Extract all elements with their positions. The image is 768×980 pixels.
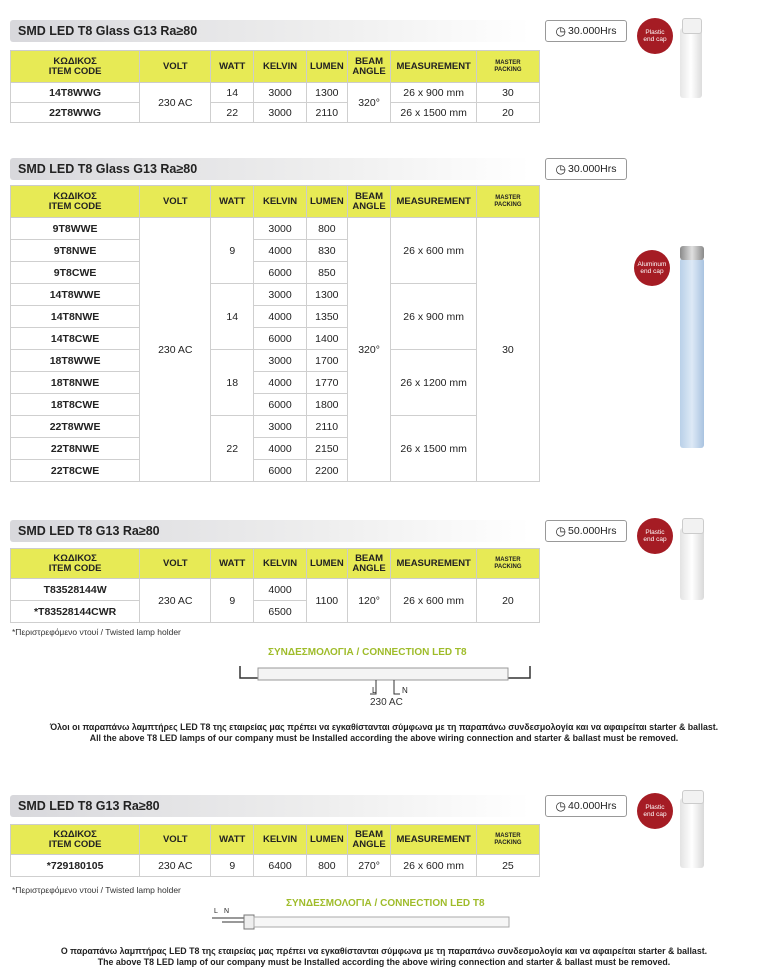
col-watt: WATT <box>211 186 254 218</box>
section3-table <box>10 548 540 623</box>
cap-label-line2: end cap <box>643 36 667 43</box>
col-packing: MASTER PACKING <box>476 825 539 855</box>
col-measurement: MEASUREMENT <box>391 51 476 83</box>
section4-tube-image <box>680 798 704 868</box>
volt-cell: 230 AC <box>140 83 211 123</box>
col-lumen: LUMEN <box>307 51 348 83</box>
table-row <box>11 855 540 877</box>
measure-cell: 26 x 600 mm <box>391 855 476 877</box>
kelvin-cell: 6500 <box>254 601 307 623</box>
section4-table <box>10 824 540 877</box>
col-beam: BEAM ANGLE <box>347 186 391 218</box>
section3-tube-image <box>680 528 704 600</box>
cap-label-line2: end cap <box>643 536 667 543</box>
col-measurement: MEASUREMENT <box>391 825 476 855</box>
beam-cell: 320° <box>347 218 391 482</box>
beam-cell: 270° <box>347 855 391 877</box>
col-volt: VOLT <box>140 549 211 579</box>
section1-title: SMD LED T8 Glass G13 Ra≥80 <box>18 24 198 38</box>
section3-end-cap-image <box>682 518 704 534</box>
watt-cell: 18 <box>211 350 254 416</box>
item-code: 14T8WWE <box>11 284 140 306</box>
pack-cell: 30 <box>476 218 539 482</box>
section2-cap-badge <box>634 250 670 286</box>
kelvin-cell: 6000 <box>254 262 307 284</box>
clock-icon: ◷ <box>555 799 567 813</box>
section4-hours: 40.000Hrs <box>568 800 617 812</box>
volt-cell: 230 AC <box>140 855 211 877</box>
header-row <box>11 186 540 218</box>
pack-cell: 20 <box>476 579 539 623</box>
header-row <box>11 51 540 83</box>
col-kelvin: KELVIN <box>254 549 307 579</box>
watt-cell: 9 <box>211 218 254 284</box>
item-code: 18T8NWE <box>11 372 140 394</box>
item-code: 22T8NWE <box>11 438 140 460</box>
pack-cell: 30 <box>476 83 539 103</box>
volt-cell: 230 AC <box>140 579 211 623</box>
col-code: ΚΩΔΙΚΟΣ ITEM CODE <box>11 549 140 579</box>
col-beam: BEAM ANGLE <box>347 51 391 83</box>
kelvin-cell: 6000 <box>254 460 307 482</box>
section4-title-bar <box>10 795 530 817</box>
item-code: *T83528144CWR <box>11 601 140 623</box>
kelvin-cell: 6400 <box>254 855 307 877</box>
tube-shape <box>254 917 509 927</box>
measure-cell: 26 x 600 mm <box>391 218 476 284</box>
cap-label-line2: end cap <box>640 268 664 275</box>
section3-caption <box>0 722 768 745</box>
section2-tube-image <box>680 258 704 448</box>
beam-cell: 320° <box>347 83 391 123</box>
cap-label-line1: Plastic <box>645 803 665 811</box>
col-code: ΚΩΔΙΚΟΣ ITEM CODE <box>11 825 140 855</box>
item-code: 9T8CWE <box>11 262 140 284</box>
kelvin-cell: 6000 <box>254 328 307 350</box>
col-measurement: MEASUREMENT <box>391 186 476 218</box>
col-packing: MASTER PACKING <box>476 549 539 579</box>
section4-note: *Περιστρεφόμενο ντουί / Twisted lamp holder <box>12 885 181 895</box>
measure-cell: 26 x 900 mm <box>391 284 476 350</box>
header-row <box>11 549 540 579</box>
item-code: 22T8WWE <box>11 416 140 438</box>
measure-cell: 26 x 900 mm <box>391 83 476 103</box>
connection-title: ΣΥΝΔΕΣΜΟΛΟΓΙΑ / CONNECTION LED T8 <box>268 647 467 658</box>
table-row <box>11 83 540 103</box>
section3-title: SMD LED T8 G13 Ra≥80 <box>18 524 160 538</box>
header-row <box>11 825 540 855</box>
watt-cell: 22 <box>211 103 254 123</box>
item-code: 14T8WWG <box>11 83 140 103</box>
item-code: T83528144W <box>11 579 140 601</box>
watt-cell: 14 <box>211 83 254 103</box>
section4-cap-badge <box>637 793 673 829</box>
kelvin-cell: 3000 <box>254 83 307 103</box>
lumen-cell: 800 <box>307 218 348 240</box>
caption-greek: Ο παραπάνω λαμπτήρας LED T8 της εταιρείας μας πρέπει να εγκαθίστανται σύμφωνα με τη παραπάνω συνδεσμολογία και να αφαιρείται starter & ballast. <box>60 946 708 956</box>
kelvin-cell: 4000 <box>254 372 307 394</box>
table-row <box>11 579 540 601</box>
cap-label-line2: end cap <box>643 811 667 818</box>
col-kelvin: KELVIN <box>254 51 307 83</box>
caption-english: All the above T8 LED lamps of our company must be Installed according the above wiring connection and starter & ballast must be removed. <box>89 733 679 744</box>
section1-tube-image <box>680 28 702 98</box>
section1-hours: 30.000Hrs <box>568 25 617 37</box>
item-code: 9T8NWE <box>11 240 140 262</box>
lumen-cell: 1770 <box>307 372 348 394</box>
label-l: L <box>372 686 377 695</box>
kelvin-cell: 3000 <box>254 103 307 123</box>
item-code: *729180105 <box>11 855 140 877</box>
section2-table <box>10 185 540 482</box>
col-watt: WATT <box>211 51 254 83</box>
tube-shape <box>258 668 508 680</box>
section3-cap-badge <box>637 518 673 554</box>
measure-cell: 26 x 1500 mm <box>391 103 476 123</box>
col-watt: WATT <box>211 825 254 855</box>
clock-icon: ◷ <box>555 162 567 176</box>
item-code: 14T8NWE <box>11 306 140 328</box>
item-code: 22T8WWG <box>11 103 140 123</box>
section2-title-bar <box>10 158 530 180</box>
table-row <box>11 218 540 240</box>
watt-cell: 14 <box>211 284 254 350</box>
col-lumen: LUMEN <box>307 825 348 855</box>
kelvin-cell: 3000 <box>254 284 307 306</box>
section4-hours-badge <box>545 795 627 817</box>
col-packing: MASTER PACKING <box>476 51 539 83</box>
lumen-cell: 2200 <box>307 460 348 482</box>
wires <box>212 918 244 922</box>
section3-hours-badge <box>545 520 627 542</box>
clock-icon: ◷ <box>555 24 567 38</box>
supply-label: 230 AC <box>370 697 403 708</box>
label-n: N <box>224 908 230 915</box>
col-kelvin: KELVIN <box>254 186 307 218</box>
measure-cell: 26 x 600 mm <box>391 579 476 623</box>
kelvin-cell: 4000 <box>254 438 307 460</box>
col-kelvin: KELVIN <box>254 825 307 855</box>
pack-cell: 20 <box>476 103 539 123</box>
lumen-cell: 1100 <box>307 579 348 623</box>
col-lumen: LUMEN <box>307 549 348 579</box>
cap-label-line1: Aluminum <box>637 260 667 268</box>
section4-title: SMD LED T8 G13 Ra≥80 <box>18 799 160 813</box>
section3-title-bar <box>10 520 530 542</box>
lumen-cell: 1700 <box>307 350 348 372</box>
item-code: 18T8WWE <box>11 350 140 372</box>
kelvin-cell: 3000 <box>254 218 307 240</box>
kelvin-cell: 6000 <box>254 394 307 416</box>
lumen-cell: 830 <box>307 240 348 262</box>
measure-cell: 26 x 1500 mm <box>391 416 476 482</box>
clock-icon: ◷ <box>555 524 567 538</box>
item-code: 22T8CWE <box>11 460 140 482</box>
col-watt: WATT <box>211 549 254 579</box>
table-row <box>11 284 540 306</box>
section3-hours: 50.000Hrs <box>568 525 617 537</box>
section2-end-cap-image <box>680 246 704 260</box>
label-n: N <box>402 686 408 695</box>
item-code: 14T8CWE <box>11 328 140 350</box>
section2-hours: 30.000Hrs <box>568 163 617 175</box>
volt-cell: 230 AC <box>140 218 211 482</box>
col-measurement: MEASUREMENT <box>391 549 476 579</box>
kelvin-cell: 3000 <box>254 350 307 372</box>
lumen-cell: 850 <box>307 262 348 284</box>
wire-n <box>394 680 400 694</box>
section1-hours-badge <box>545 20 627 42</box>
col-code: ΚΩΔΙΚΟΣ ITEM CODE <box>11 51 140 83</box>
col-beam: BEAM ANGLE <box>347 549 391 579</box>
watt-cell: 9 <box>211 579 254 623</box>
lumen-cell: 1300 <box>307 83 348 103</box>
caption-english: The above T8 LED lamp of our company must be Installed according the above wiring connection and starter & ballast must be removed. <box>97 957 671 968</box>
section4-caption <box>0 946 768 969</box>
label-l: L <box>214 908 218 915</box>
table-row <box>11 416 540 438</box>
col-volt: VOLT <box>140 186 211 218</box>
pack-cell: 25 <box>476 855 539 877</box>
lumen-cell: 1350 <box>307 306 348 328</box>
lumen-cell: 1300 <box>307 284 348 306</box>
col-code: ΚΩΔΙΚΟΣ ITEM CODE <box>11 186 140 218</box>
cap-label-line1: Plastic <box>645 528 665 536</box>
section2-hours-badge <box>545 158 627 180</box>
end-cap-shape <box>244 915 254 929</box>
watt-cell: 9 <box>211 855 254 877</box>
lumen-cell: 1400 <box>307 328 348 350</box>
kelvin-cell: 4000 <box>254 579 307 601</box>
col-lumen: LUMEN <box>307 186 348 218</box>
kelvin-cell: 3000 <box>254 416 307 438</box>
lumen-cell: 2110 <box>307 416 348 438</box>
lumen-cell: 2110 <box>307 103 348 123</box>
cap-label-line1: Plastic <box>645 28 665 36</box>
section4-end-cap-image <box>682 790 704 804</box>
section1-table <box>10 50 540 123</box>
item-code: 18T8CWE <box>11 394 140 416</box>
section3-note: *Περιστρεφόμενο ντουί / Twisted lamp holder <box>12 627 181 637</box>
kelvin-cell: 4000 <box>254 240 307 262</box>
lumen-cell: 800 <box>307 855 348 877</box>
beam-cell: 120° <box>347 579 391 623</box>
watt-cell: 22 <box>211 416 254 482</box>
lumen-cell: 2150 <box>307 438 348 460</box>
measure-cell: 26 x 1200 mm <box>391 350 476 416</box>
item-code: 9T8WWE <box>11 218 140 240</box>
section2-title: SMD LED T8 Glass G13 Ra≥80 <box>18 162 198 176</box>
section1-end-cap-image <box>682 18 702 34</box>
col-packing: MASTER PACKING <box>476 186 539 218</box>
table-row <box>11 103 540 123</box>
table-row <box>11 350 540 372</box>
connection-title: ΣΥΝΔΕΣΜΟΛΟΓΙΑ / CONNECTION LED T8 <box>286 898 485 909</box>
col-beam: BEAM ANGLE <box>347 825 391 855</box>
lumen-cell: 1800 <box>307 394 348 416</box>
col-volt: VOLT <box>140 51 211 83</box>
col-volt: VOLT <box>140 825 211 855</box>
caption-greek: Όλοι οι παραπάνω λαμπτήρες LED T8 της εταιρείας μας πρέπει να εγκαθίστανται σύμφωνα με τη παραπάνω συνδεσμολογία και να αφαιρείται starter & ballast. <box>49 722 719 732</box>
connection-diagram-2 <box>210 912 520 936</box>
kelvin-cell: 4000 <box>254 306 307 328</box>
section1-cap-badge <box>637 18 673 54</box>
section1-title-bar <box>10 20 530 42</box>
